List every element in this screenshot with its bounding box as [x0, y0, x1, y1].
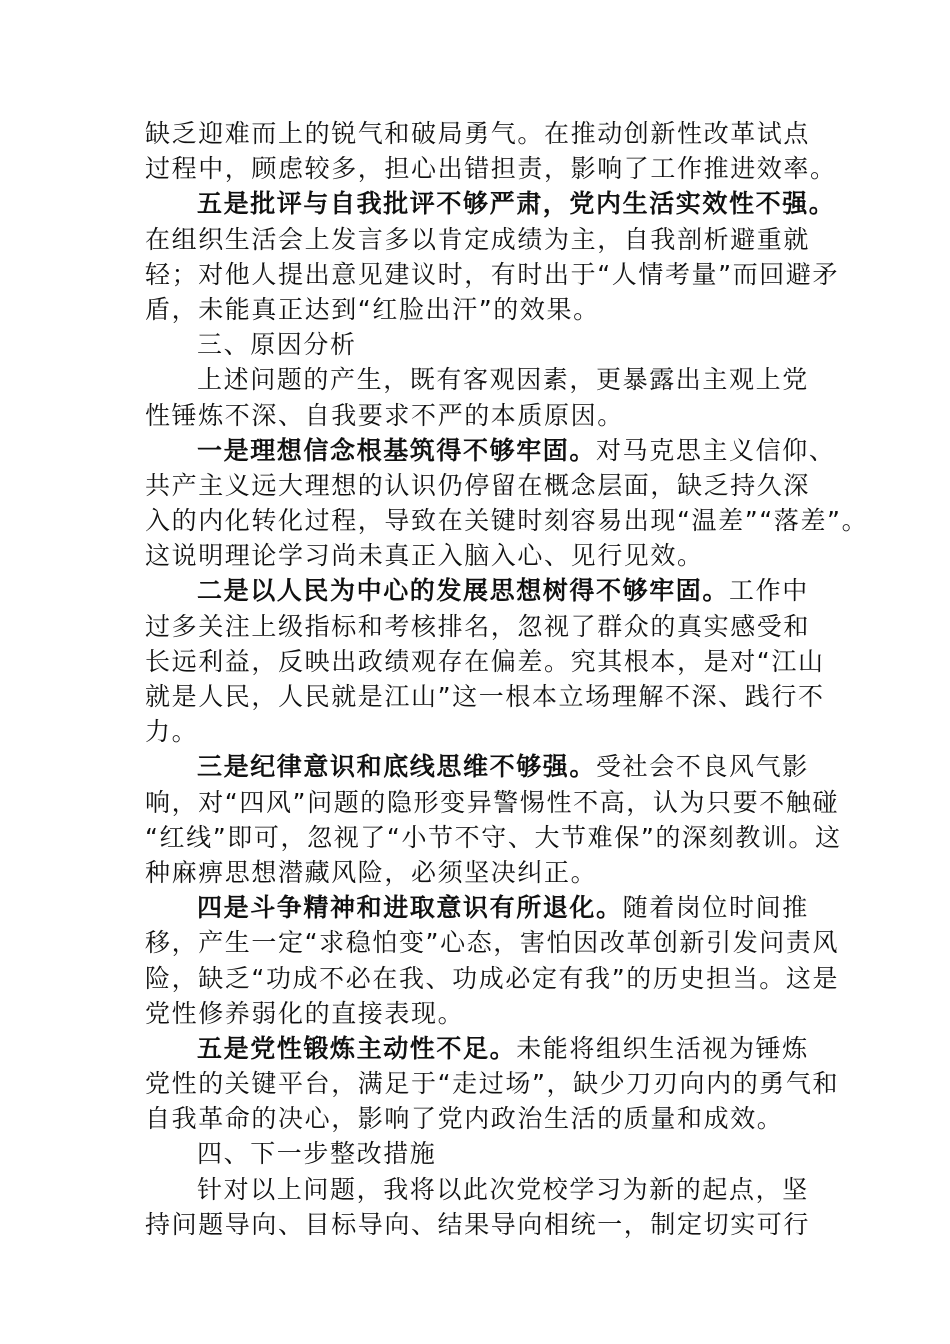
text-line	[145, 679, 845, 714]
line-text: 工作中	[729, 576, 809, 606]
text-line	[145, 151, 845, 186]
text-line	[145, 538, 845, 573]
text-line	[145, 961, 845, 996]
line-text: 过程中，顾虑较多，担心出错担责，影响了工作推进效率。	[145, 154, 837, 184]
point-heading-line	[145, 186, 845, 221]
line-text: 响，对“四风”问题的隐形变异警惕性不高，认为只要不触碰	[145, 787, 840, 817]
bold-lead: 一是理想信念根基筑得不够牢固。	[197, 435, 597, 465]
line-text: 在组织生活会上发言多以肯定成绩为主，自我剖析避重就	[145, 224, 811, 254]
bold-lead: 四是斗争精神和进取意识有所退化。	[197, 893, 623, 923]
line-text: 盾，未能真正达到“红脸出汗”的效果。	[145, 294, 600, 324]
line-text: 长远利益，反映出政绩观存在偏差。究其根本，是对“江山	[145, 646, 825, 676]
section-heading	[145, 1136, 845, 1171]
line-text: 四、下一步整改措施	[197, 1139, 437, 1169]
line-text: 入的内化转化过程，导致在关键时刻容易出现“温差”“落差”。	[145, 506, 869, 536]
point-heading-line	[145, 1031, 845, 1066]
text-line	[145, 785, 845, 820]
text-line	[145, 1207, 845, 1242]
bold-lead: 二是以人民为中心的发展思想树得不够牢固。	[197, 576, 730, 606]
text-line	[145, 714, 845, 749]
line-text: 种麻痹思想潜藏风险，必须坚决纠正。	[145, 857, 598, 887]
line-text: 党性修养弱化的直接表现。	[145, 998, 465, 1028]
line-text: 过多关注上级指标和考核排名，忽视了群众的真实感受和	[145, 611, 811, 641]
line-text: 力。	[145, 717, 199, 747]
line-text: 持问题导向、目标导向、结果导向相统一，制定切实可行	[145, 1209, 811, 1239]
line-text: 未能将组织生活视为锤炼	[516, 1033, 809, 1063]
text-line	[145, 1172, 845, 1207]
line-text: “红线”即可，忽视了“小节不守、大节难保”的深刻教训。这	[145, 822, 842, 852]
line-text: 随着岗位时间推	[622, 893, 809, 923]
line-text: 缺乏迎难而上的锐气和破局勇气。在推动创新性改革试点	[145, 119, 811, 148]
text-line	[145, 855, 845, 890]
text-line	[145, 820, 845, 855]
point-heading-line	[145, 433, 845, 468]
text-line	[145, 257, 845, 292]
line-text: 共产主义远大理想的认识仍停留在概念层面，缺乏持久深	[145, 470, 811, 500]
point-heading-line	[145, 573, 845, 608]
document-page	[145, 116, 869, 1242]
text-line	[145, 1066, 845, 1101]
text-line	[145, 644, 845, 679]
text-line	[145, 116, 845, 151]
line-text: 险，缺乏“功成不必在我、功成必定有我”的历史担当。这是	[145, 963, 840, 993]
text-line	[145, 398, 845, 433]
bold-lead: 三是纪律意识和底线思维不够强。	[197, 752, 597, 782]
line-text: 性锤炼不深、自我要求不严的本质原因。	[145, 400, 624, 430]
line-text: 三、原因分析	[197, 330, 357, 360]
section-heading	[145, 327, 845, 362]
text-line	[145, 609, 845, 644]
line-text: 党性的关键平台，满足于“走过场”，缺少刀刃向内的勇气和	[145, 1069, 840, 1099]
line-text: 就是人民，人民就是江山”这一根本立场理解不深、践行不	[145, 682, 825, 711]
text-line	[145, 996, 845, 1031]
bold-lead: 五是批评与自我批评不够严肃，党内生活实效性不强。	[197, 189, 836, 219]
text-line	[145, 468, 845, 503]
text-line	[145, 1101, 845, 1136]
line-text: 自我革命的决心，影响了党内政治生活的质量和成效。	[145, 1104, 784, 1134]
line-text: 上述问题的产生，既有客观因素，更暴露出主观上党	[197, 365, 809, 395]
line-text: 轻；对他人提出意见建议时，有时出于“人情考量”而回避矛	[145, 259, 840, 289]
line-text: 对马克思主义信仰、	[596, 435, 836, 465]
point-heading-line	[145, 749, 845, 784]
line-text: 受社会不良风气影	[596, 752, 809, 782]
text-line	[145, 362, 845, 397]
text-line	[145, 925, 845, 960]
text-line	[145, 292, 845, 327]
line-text: 这说明理论学习尚未真正入脑入心、见行见效。	[145, 541, 704, 571]
text-line	[145, 222, 845, 257]
line-text: 针对以上问题，我将以此次党校学习为新的起点，坚	[197, 1174, 809, 1204]
point-heading-line	[145, 890, 845, 925]
text-line	[145, 503, 869, 538]
bold-lead: 五是党性锻炼主动性不足。	[197, 1033, 517, 1063]
line-text: 移，产生一定“求稳怕变”心态，害怕因改革创新引发问责风	[145, 928, 840, 958]
